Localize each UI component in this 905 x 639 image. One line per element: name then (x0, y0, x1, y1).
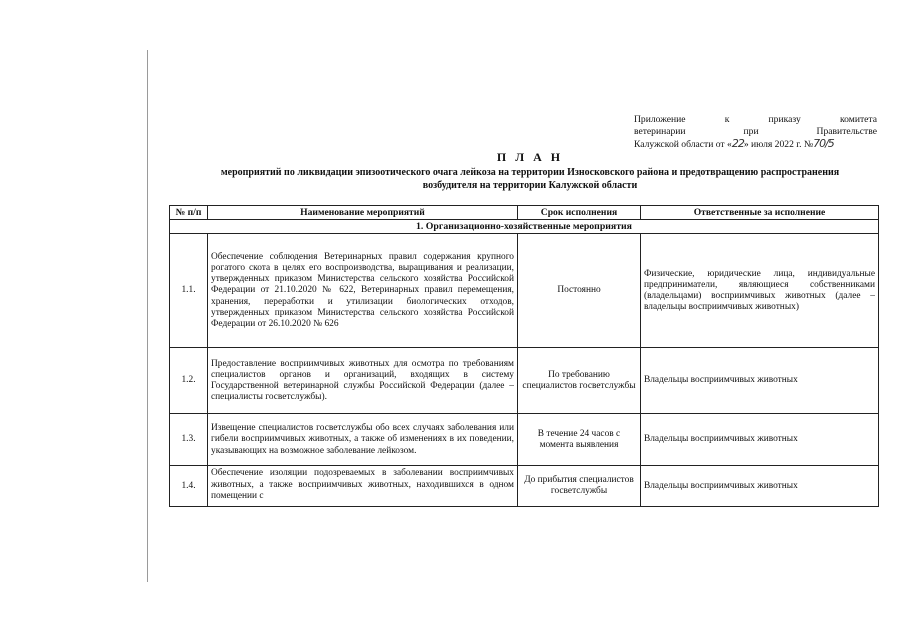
row-num: 1.1. (170, 234, 208, 348)
document-subtitle: мероприятий по ликвидации эпизоотического очага лейкоза на территории Износковского района и предотвращению распространения возбудителя на территории Калужской области (220, 167, 840, 191)
row-resp: Владельцы восприимчивых животных (641, 348, 879, 414)
row-num: 1.2. (170, 348, 208, 414)
table-row (170, 234, 879, 348)
table-row (170, 348, 879, 414)
row-name: Предоставление восприимчивых животных для осмотра по требованиям специалистов органов и организаций, входящих в систему Государственной ветеринарной службы Российской Федерации (далее – специалисты госветслужбы). (208, 348, 518, 414)
header-name: Наименование мероприятий (208, 206, 518, 220)
appendix-line-2: ветеринарии при Правительстве (634, 126, 877, 137)
table-row (170, 466, 879, 507)
section-title: 1. Организационно-хозяйственные мероприятия (170, 220, 879, 234)
page-margin-line (147, 50, 148, 582)
row-name: Извещение специалистов госветслужбы обо всех случаях заболевания или гибели восприимчивых животных, а также об изменениях в их поведении, указывающих на возможное заболевание лейкозом. (208, 414, 518, 466)
plan-table (169, 205, 879, 507)
header-num: № п/п (170, 206, 208, 220)
row-num: 1.4. (170, 466, 208, 507)
row-name (208, 466, 518, 507)
section-row (170, 220, 879, 234)
row-num: 1.3. (170, 414, 208, 466)
row-name: Обеспечение соблюдения Ветеринарных правил содержания крупного рогатого скота в целях его воспроизводства, выращивания и реализации, утвержденных приказом Министерства сельского хозяйства Российской Федерации от 21.10.2020 № 622, Ветеринарных правил перемещения, хранения, переработки и утилизации биологических отходов, утвержденных приказом Министерства сельского хозяйства Российской Федерации от 26.10.2020 № 626 (208, 234, 518, 348)
row-name-text: Обеспечение изоляции подозреваемых в заболевании восприимчивых животных, а также восприимчивых животных, находившихся в одном помещении с (211, 468, 514, 501)
table-header-row (170, 206, 879, 220)
appendix-line-1: Приложение к приказу комитета (634, 114, 877, 125)
row-term: До прибытия специалистов госветслужбы (518, 466, 641, 507)
row-resp: Владельцы восприимчивых животных (641, 466, 879, 507)
table-row (170, 414, 879, 466)
row-term: Постоянно (518, 234, 641, 348)
header-term: Срок исполнения (518, 206, 641, 220)
document-title: П Л А Н (496, 150, 564, 164)
appendix-note (634, 114, 877, 151)
row-term: В течение 24 часов с момента выявления (518, 414, 641, 466)
appendix-date-mid: » июля 2022 г. № (743, 139, 814, 150)
handwritten-order-number: 70/5 (813, 137, 834, 150)
row-term: По требованию специалистов госветслужбы (518, 348, 641, 414)
row-resp: Физические, юридические лица, индивидуальные предприниматели, являющиеся собственниками (владельцами) восприимчивых животных (далее – владельцы восприимчивых животных) (641, 234, 879, 348)
handwritten-day: 22 (731, 137, 744, 150)
row-resp: Владельцы восприимчивых животных (641, 414, 879, 466)
header-resp: Ответственные за исполнение (641, 206, 879, 220)
appendix-date-prefix: Калужской области от « (634, 139, 732, 150)
